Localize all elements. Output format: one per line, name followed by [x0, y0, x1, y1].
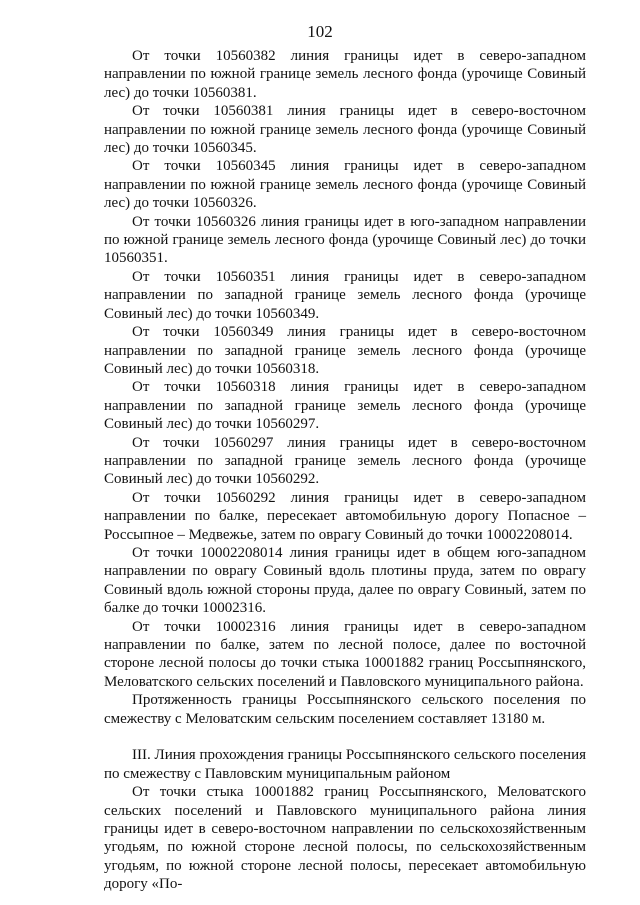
section-spacer — [104, 728, 586, 746]
paragraph-3: От точки 10560345 линия границы идет в северо-западном направлении по южной границе земель лесного фонда (урочище Совиный лес) до точки 10560326. — [104, 158, 586, 212]
paragraph-7: От точки 10560318 линия границы идет в северо-западном направлении по западной границе земель лесного фонда (урочище Совиный лес) до точки 10560297. — [104, 379, 586, 433]
paragraph-2: От точки 10560381 линия границы идет в северо-восточном направлении по южной границе земель лесного фонда (урочище Совиный лес) до точки 10560345. — [104, 103, 586, 157]
paragraph-10: От точки 10002208014 линия границы идет в общем юго-западном направлении по оврагу Совиный вдоль плотины пруда, затем по оврагу Совиный вдоль южной стороны пруда, далее по оврагу Совиный, затем по балке до точки 10002316. — [104, 544, 586, 617]
paragraph-1: От точки 10560382 линия границы идет в северо-западном направлении по южной границе земель лесного фонда (урочище Совиный лес) до точки 10560381. — [104, 48, 586, 101]
paragraph-11: От точки 10002316 линия границы идет в северо-западном направлении по балке, затем по лесной полосе, далее по восточной стороне лесной полосы до точки стыка 10001882 границ Россыпнянского, Меловатского сельских поселений и Павловского муниципального района. — [104, 618, 586, 690]
paragraph-9: От точки 10560292 линия границы идет в северо-западном направлении по балке, пересекает автомобильную дорогу Попасное – Россыпное – Медвежье, затем по оврагу Совиный до точки 10002208014. — [104, 489, 586, 543]
section-paragraph: От точки стыка 10001882 границ Россыпнянского, Меловатского сельских поселений и Павловского муниципального района линия границы идет в северо-восточном направлении по сельскохозяйственным угодьям, по южной стороне лесной полосы, по сельскохозяйственным угодьям, по южной стороне лесной полосы, пересекает автомобильную дорогу «По- — [104, 784, 586, 893]
document-body — [104, 47, 586, 894]
paragraph-6: От точки 10560349 линия границы идет в северо-восточном направлении по западной границе земель лесного фонда (урочище Совиный лес) до точки 10560318. — [104, 324, 586, 377]
section-heading: III. Линия прохождения границы Россыпнянского сельского поселения по смежеству с Павловским муниципальным районом — [104, 747, 586, 782]
page-number: 102 — [307, 22, 333, 41]
paragraph-12: Протяженность границы Россыпнянского сельского поселения по смежеству с Меловатским сельским поселением составляет 13180 м. — [104, 692, 586, 727]
paragraph-4: От точки 10560326 линия границы идет в юго-западном направлении по южной границе земель лесного фонда (урочище Совиный лес) до точки 10560351. — [104, 213, 586, 267]
paragraph-8: От точки 10560297 линия границы идет в северо-восточном направлении по западной границе земель лесного фонда (урочище Совиный лес) до точки 10560292. — [104, 434, 586, 488]
paragraph-5: От точки 10560351 линия границы идет в северо-западном направлении по западной границе земель лесного фонда (урочище Совиный лес) до точки 10560349. — [104, 268, 586, 322]
